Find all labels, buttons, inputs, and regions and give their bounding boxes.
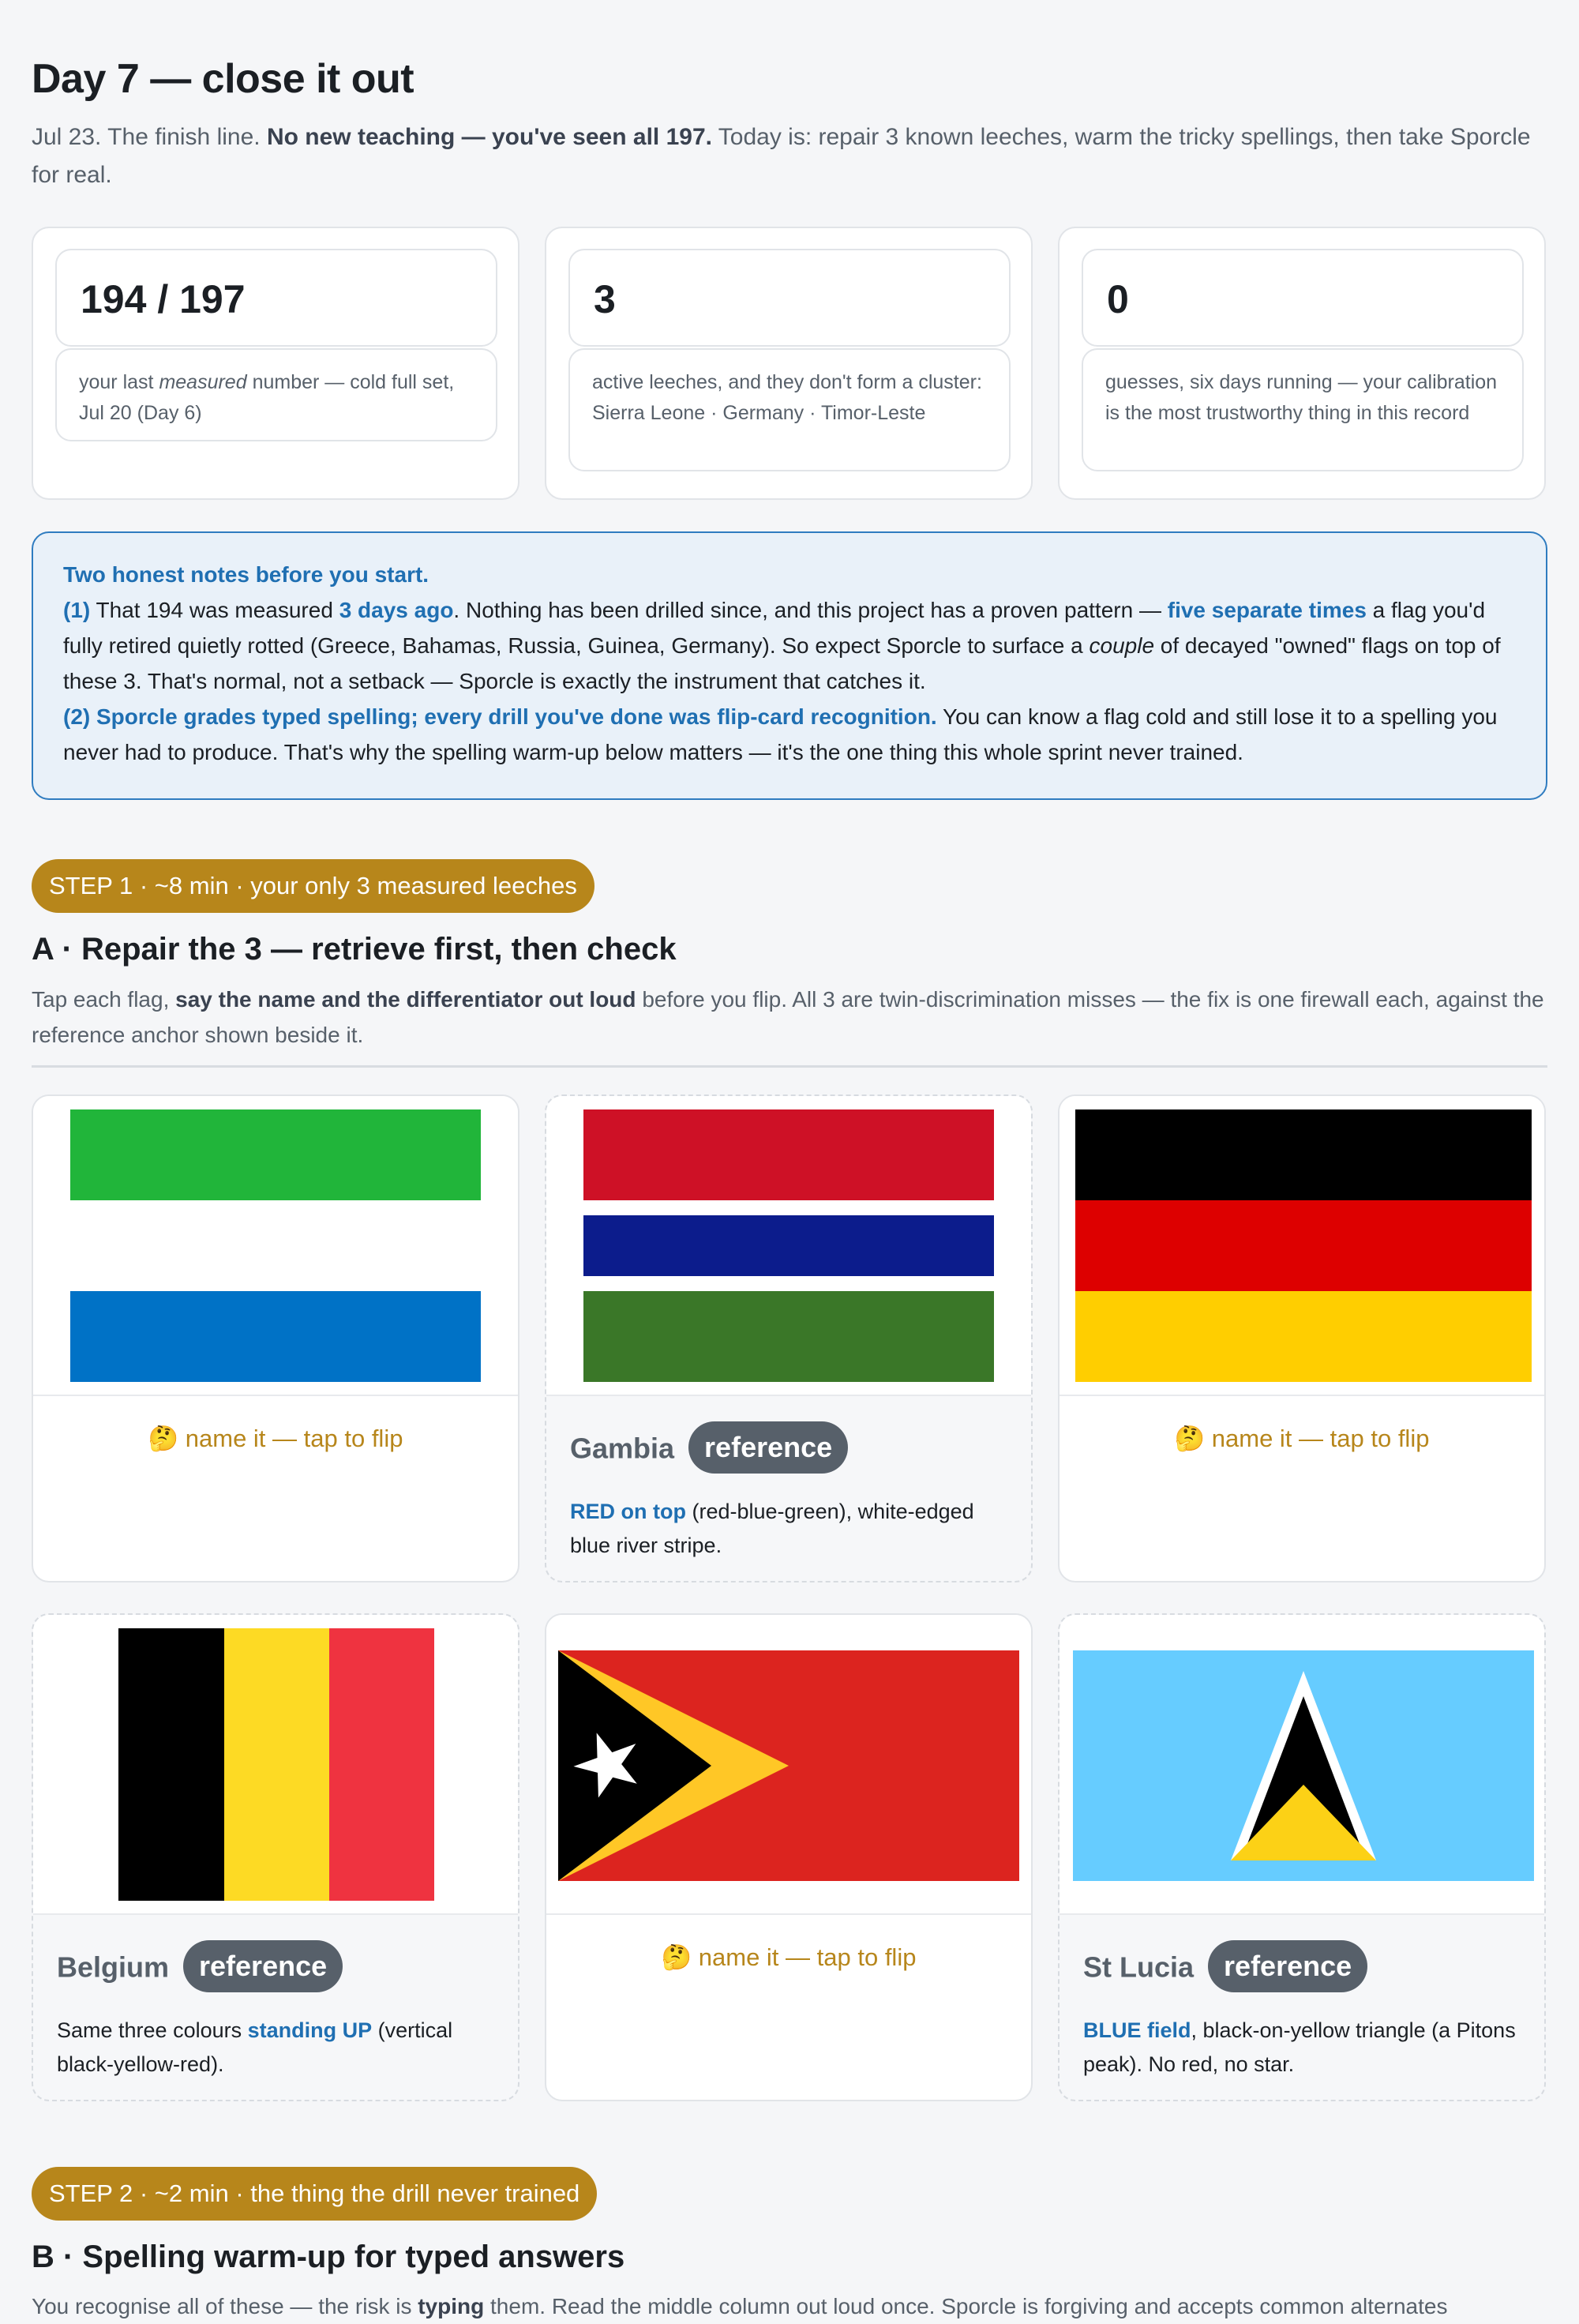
section-a-heading: A · Repair the 3 — retrieve first, then check [32, 932, 677, 967]
stat-card-guesses [1058, 227, 1546, 500]
stat-value: 0 [1082, 249, 1524, 347]
step-1-pill: STEP 1 · ~8 min · your only 3 measured leeches [32, 859, 594, 913]
stat-card-score [32, 227, 519, 500]
page-title: Day 7 — close it out [32, 56, 414, 102]
reference-badge: reference [183, 1940, 343, 1992]
reference-card-gambia [545, 1094, 1033, 1582]
reference-description: BLUE field, black-on-yellow triangle (a Pitons peak). No red, no star. [1083, 2018, 1516, 2076]
note-1: (1) That 194 was measured 3 days ago. Nothing has been drilled since, and this project has a proven pattern — five separate times a flag you'd fully retired quietly rotted (Greece, Bahamas, Russia, Guinea, Germany). So expect Sporcle to surface a couple of decayed "owned" flags on top of these 3. That's normal, not a setback — Sporcle is exactly the instrument that catches it. [63, 598, 1501, 693]
flip-prompt: 🤔 name it — tap to flip [661, 1943, 917, 1971]
reference-badge: reference [688, 1421, 848, 1474]
reference-name: St Lucia reference [1083, 1943, 1367, 1995]
flag-image-gambia [546, 1096, 1031, 1396]
flip-card-timor-leste[interactable] [545, 1613, 1033, 2101]
stat-caption: active leeches, and they don't form a cluster: Sierra Leone · Germany · Timor-Leste [568, 348, 1011, 471]
note-2: (2) Sporcle grades typed spelling; every drill you've done was flip-card recognition. You can know a flag cold and still lose it to a spelling you never had to produce. That's why the spelling warm-up below matters — it's the one thing this whole sprint never trained. [63, 704, 1498, 764]
intro-text: Jul 23. The finish line. No new teaching — you've seen all 197. Today is: repair 3 known leeches, warm the tricky spellings, then take Sporcle for real. [32, 124, 1531, 188]
stat-caption: guesses, six days running — your calibration is the most trustworthy thing in this record [1082, 348, 1524, 471]
honest-notes-box [32, 531, 1547, 800]
divider [32, 1065, 1547, 1068]
reference-card-st-lucia [1058, 1613, 1546, 2101]
section-a-instructions: Tap each flag, say the name and the differentiator out loud before you flip. All 3 are twin-discrimination misses — the fix is one firewall each, against the reference anchor shown beside it. [32, 987, 1544, 1047]
step-2-pill: STEP 2 · ~2 min · the thing the drill never trained [32, 2167, 597, 2221]
reference-description: Same three colours standing UP (vertical black-yellow-red). [57, 2018, 453, 2076]
flag-image-germany [1060, 1096, 1544, 1396]
stat-card-leeches [545, 227, 1033, 500]
flip-card-germany[interactable] [1058, 1094, 1546, 1582]
flag-image-sierra-leone [33, 1096, 518, 1396]
stat-value: 194 / 197 [55, 249, 497, 347]
reference-description: RED on top (red-blue-green), white-edged blue river stripe. [570, 1500, 974, 1557]
reference-badge: reference [1208, 1940, 1367, 1992]
flag-image-st-lucia [1060, 1615, 1544, 1915]
flip-prompt: 🤔 name it — tap to flip [148, 1425, 403, 1452]
reference-name: Belgium reference [57, 1943, 343, 1995]
section-b-instructions: You recognise all of these — the risk is typing them. Read the middle column out loud once. Sporcle is forgiving and accepts common alternates [32, 2294, 1448, 2318]
reference-name: Gambia reference [570, 1425, 848, 1477]
flag-image-timor-leste [546, 1615, 1031, 1915]
flip-prompt: 🤔 name it — tap to flip [1174, 1425, 1430, 1452]
flip-card-sierra-leone[interactable] [32, 1094, 519, 1582]
section-b-heading: B · Spelling warm-up for typed answers [32, 2240, 625, 2274]
reference-card-belgium [32, 1613, 519, 2101]
stat-caption: your last measured number — cold full set, Jul 20 (Day 6) [55, 348, 497, 441]
stat-value: 3 [568, 249, 1011, 347]
notes-heading: Two honest notes before you start. [63, 562, 429, 587]
flag-image-belgium [33, 1615, 518, 1915]
